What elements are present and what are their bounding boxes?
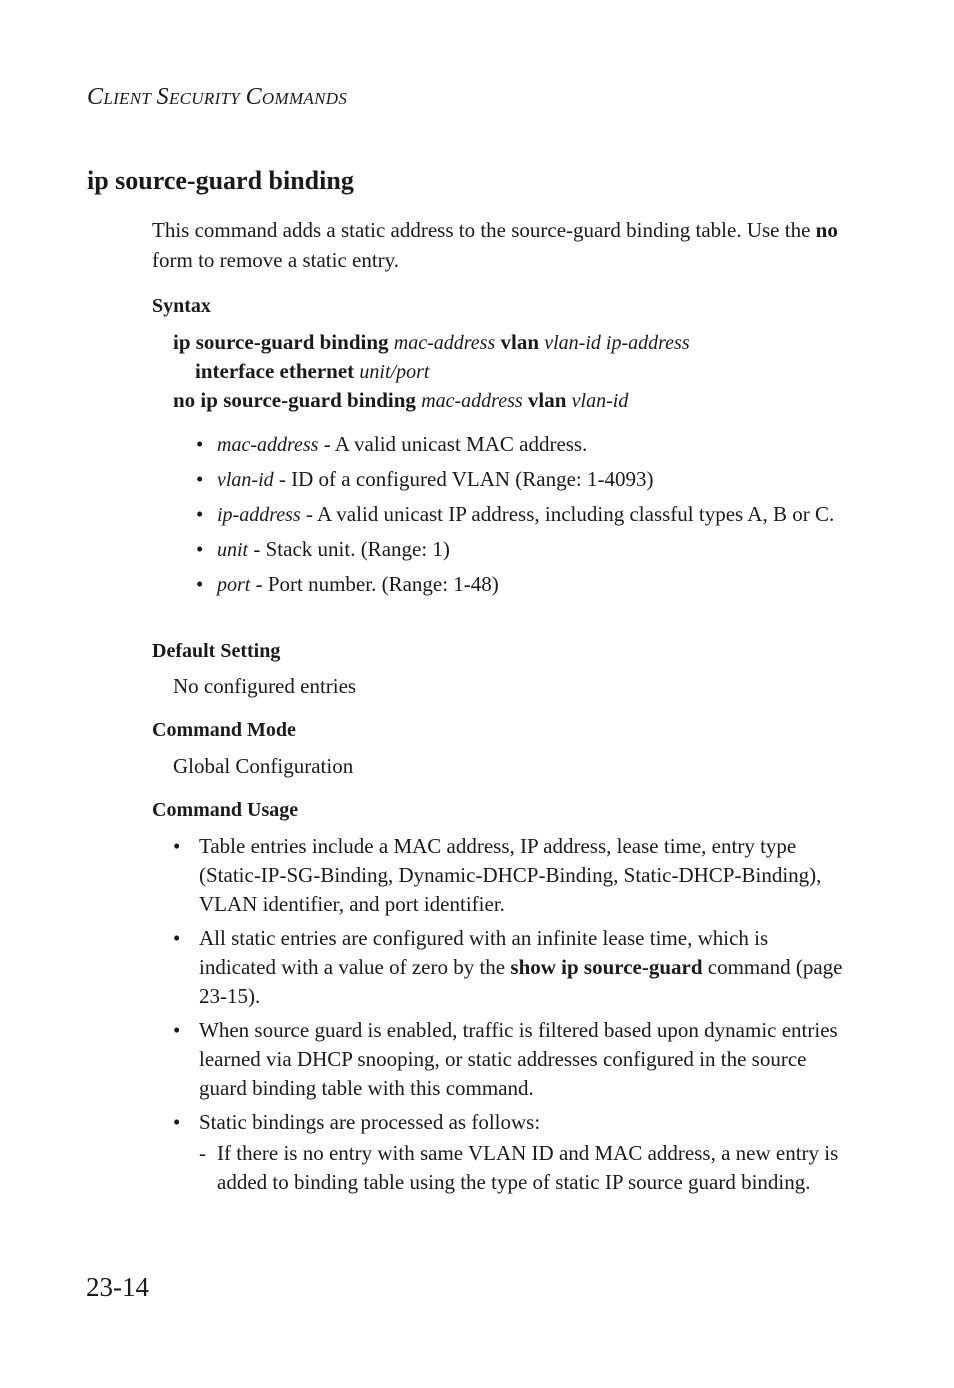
- parameter-description: - ID of a configured VLAN (Range: 1-4093): [273, 467, 654, 491]
- syntax-command: no ip source-guard binding: [173, 388, 416, 412]
- usage-subitem: - If there is no entry with same VLAN ID and MAC address, a new entry is added to binding table using the type of static IP source guard binding.: [199, 1139, 845, 1197]
- usage-text: command (page 23-15).: [199, 955, 843, 1008]
- parameter-name: unit: [217, 539, 249, 561]
- syntax-command: ip source-guard binding: [173, 330, 389, 354]
- usage-sublist: [199, 1139, 845, 1197]
- usage-text: Static bindings are processed as follows:: [199, 1110, 541, 1134]
- syntax-param: vlan-id: [571, 390, 629, 412]
- intro-text: This command adds a static address to the source-guard binding table. Use the: [152, 218, 816, 242]
- parameter-list: [196, 430, 846, 605]
- usage-list: [173, 832, 845, 1202]
- syntax-param: unit/port: [359, 361, 430, 383]
- page-number: 23-14: [86, 1272, 149, 1302]
- command-usage-heading: Command Usage: [152, 799, 299, 821]
- header-initial: C: [87, 84, 104, 110]
- parameter-item: [196, 430, 846, 460]
- usage-item: [173, 924, 845, 1011]
- parameter-name: ip-address: [217, 504, 301, 526]
- parameter-name: vlan-id: [217, 469, 274, 491]
- syntax-param: mac-address: [393, 332, 496, 354]
- intro-keyword: no: [815, 218, 838, 242]
- syntax-command: interface ethernet: [195, 359, 355, 383]
- usage-item: • When source guard is enabled, traffic is filtered based upon dynamic entries learned via DHCP snooping, or static addresses configured in the source guard binding table with this command.: [173, 1016, 845, 1103]
- syntax-keyword: vlan: [527, 388, 567, 412]
- header-smallcaps: OMMANDS: [261, 89, 348, 108]
- intro-paragraph: [152, 215, 852, 275]
- command-mode-heading: Command Mode: [152, 719, 296, 741]
- header-smallcaps: ECURITY: [168, 89, 241, 108]
- parameter-item: [196, 570, 846, 600]
- syntax-keyword: vlan: [500, 330, 539, 354]
- parameter-item: [196, 465, 846, 495]
- parameter-description: - Stack unit. (Range: 1): [248, 537, 450, 561]
- running-header: [87, 84, 347, 111]
- syntax-param: mac-address: [421, 390, 523, 412]
- usage-item: [173, 1108, 845, 1197]
- default-setting-text: No configured entries: [173, 674, 357, 698]
- parameter-item: [196, 535, 846, 565]
- parameter-description: - Port number. (Range: 1-48): [250, 572, 499, 596]
- syntax-line-2: [195, 359, 429, 384]
- syntax-heading: Syntax: [152, 295, 211, 317]
- parameter-item: [196, 500, 846, 530]
- syntax-line-1: [173, 330, 690, 355]
- parameter-name: mac-address: [217, 434, 319, 456]
- syntax-param: vlan-id ip-address: [544, 332, 690, 354]
- default-setting-heading: Default Setting: [152, 640, 281, 662]
- header-smallcaps: LIENT: [103, 89, 152, 108]
- header-initial: S: [156, 84, 169, 110]
- parameter-description: - A valid unicast MAC address.: [318, 432, 588, 456]
- usage-text: All static entries are configured with an infinite lease time, which is indicated with a value of zero by the: [199, 926, 769, 979]
- command-title: ip source-guard binding: [87, 166, 354, 195]
- syntax-line-3: [173, 388, 628, 413]
- usage-item: • Table entries include a MAC address, IP address, lease time, entry type (Static-IP-SG-Binding, Dynamic-DHCP-Binding, Static-DHCP-Binding), VLAN identifier, and port identifier.: [173, 832, 845, 919]
- intro-text: form to remove a static entry.: [152, 248, 400, 272]
- header-initial: C: [245, 84, 262, 110]
- command-mode-text: Global Configuration: [173, 754, 354, 778]
- parameter-name: port: [217, 574, 251, 596]
- usage-command: show ip source-guard: [510, 955, 703, 979]
- parameter-description: - A valid unicast IP address, including classful types A, B or C.: [300, 502, 835, 526]
